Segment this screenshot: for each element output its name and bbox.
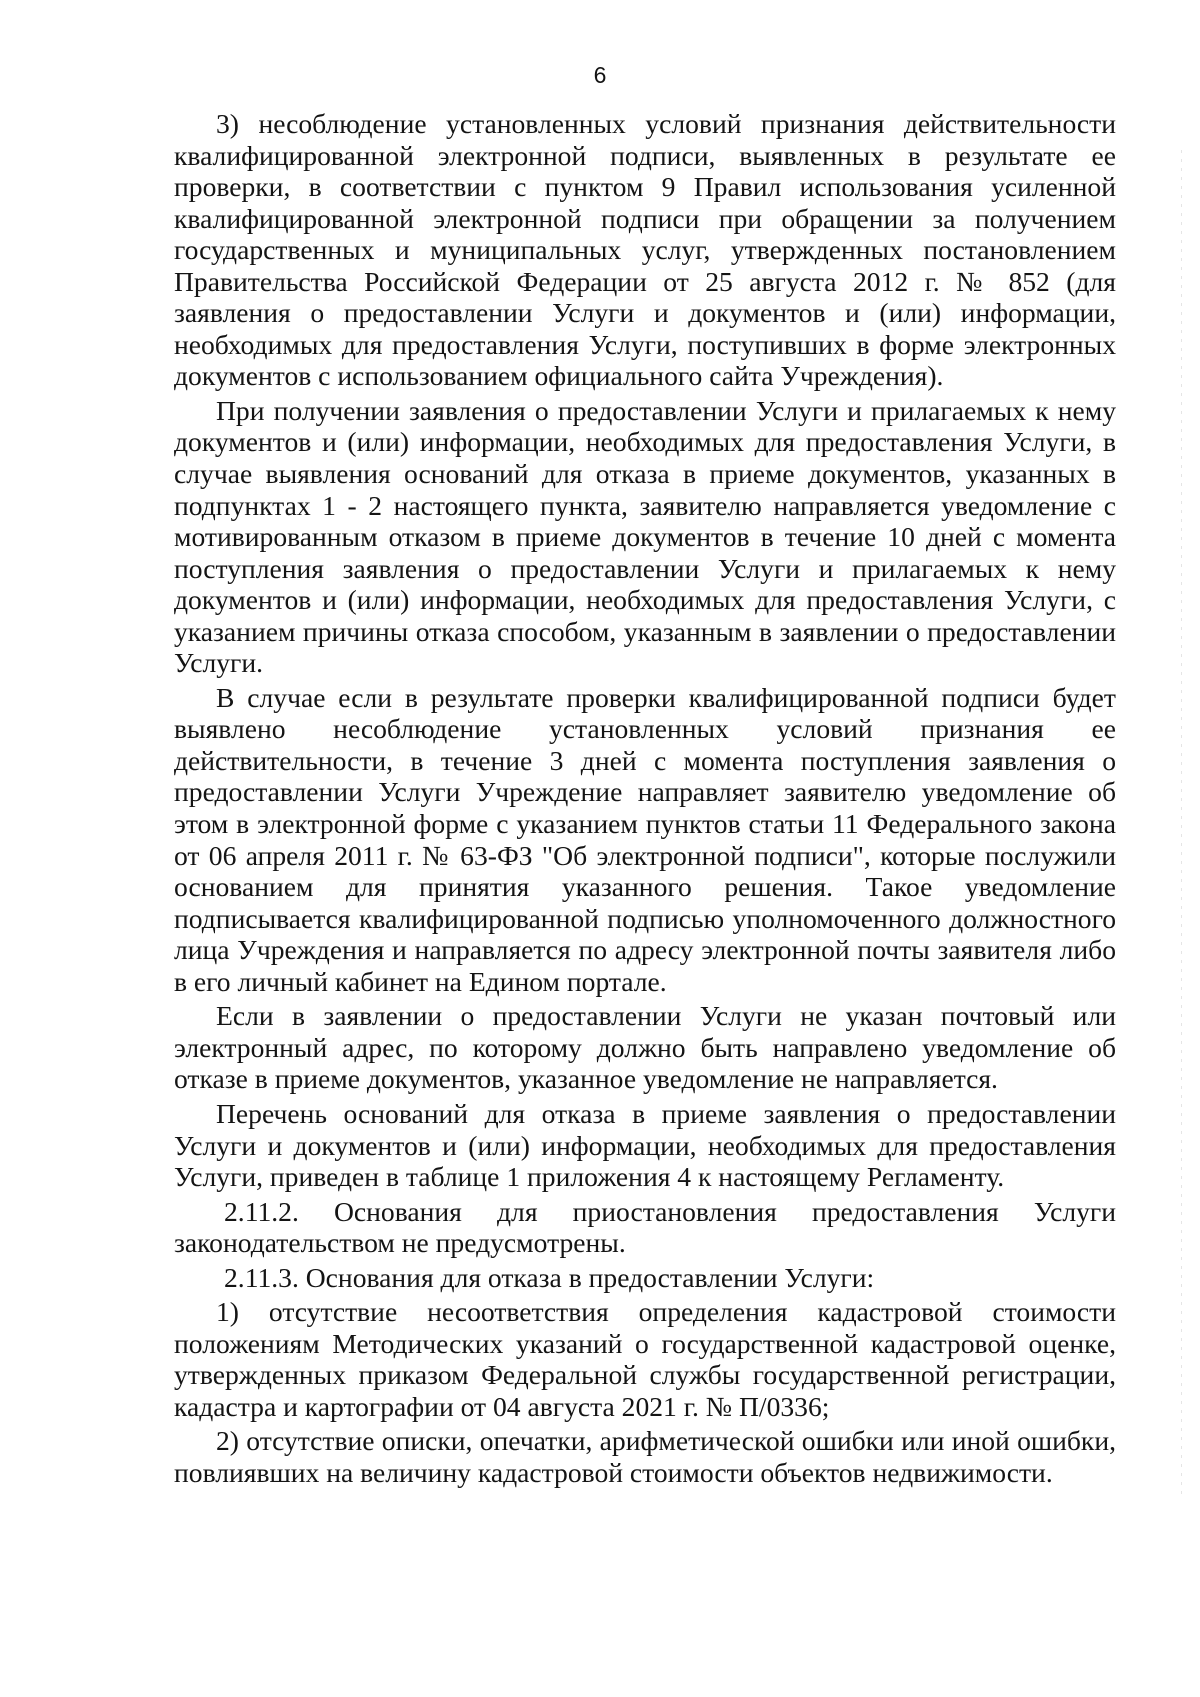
refusal-ground-item-1: 1) отсутствие несоответствия определения кадастровой стоимости положениям Методических указаний о государственной кадастровой оценке, утвержденных приказом Федеральной службы государственной регистрации, кадастра и картографии от 04 августа 2021 г. № П/0336; xyxy=(174,1296,1116,1422)
page-number: 6 xyxy=(593,62,607,88)
refusal-ground-item-2: 2) отсутствие описки, опечатки, арифметической ошибки или иной ошибки, повлиявших на величину кадастровой стоимости объектов недвижимости. xyxy=(174,1425,1116,1488)
paragraph-refusal-notice: При получении заявления о предоставлении Услуги и прилагаемых к нему документов и (или) информации, необходимых для предоставления Услуги, в случае выявления оснований для отказа в приеме документов, указанных в подпунктах 1 - 2 настоящего пункта, заявителю направляется уведомление с мотивированным отказом в приеме документов в течение 10 дней с момента поступления заявления о предоставлении Услуги и прилагаемых к нему документов и (или) информации, необходимых для предоставления Услуги, с указанием причины отказа способом, указанным в заявлении о предоставлении Услуги. xyxy=(174,394,1116,679)
section-2-11-3-heading: 2.11.3. Основания для отказа в предоставлении Услуги: xyxy=(224,1261,875,1293)
paragraph-item-3-ground: 3) несоблюдение установленных условий признания действительности квалифицированной электронной подписи, выявленных в результате ее проверки, в соответствии с пунктом 9 Правил использования усиленной квалифицированной электронной подписи при обращении за получением государственных и муниципальных услуг, утвержденных постановлением Правительства Российской Федерации от 25 августа 2012 г. № 852 (для заявления о предоставлении Услуги и документов и (или) информации, необходимых для предоставления Услуги, поступивших в форме электронных документов с использованием официального сайта Учреждения). xyxy=(174,108,1116,392)
document-body xyxy=(174,108,1116,1492)
paragraph-signature-check: В случае если в результате проверки квалифицированной подписи будет выявлено несоблюдение установленных условий признания ее действительности, в течение 3 дней с момента поступления заявления о предоставлении Услуги Учреждение направляет заявителю уведомление об этом в электронной форме с указанием пунктов статьи 11 Федерального закона от 06 апреля 2011 г. № 63-ФЗ "Об электронной подписи", которые послужили основанием для принятия указанного решения. Такое уведомление подписывается квалифицированной подписью уполномоченного должностного лица Учреждения и направляется по адресу электронной почты заявителя либо в его личный кабинет на Едином портале. xyxy=(174,681,1116,997)
scan-edge-mark xyxy=(1181,150,1182,1500)
paragraph-grounds-list-reference: Перечень оснований для отказа в приеме заявления о предоставлении Услуги и документов и (или) информации, необходимых для предоставления Услуги, приведен в таблице 1 приложения 4 к настоящему Регламенту. xyxy=(174,1097,1116,1193)
section-2-11-2: 2.11.2. Основания для приостановления предоставления Услуги законодательством не предусмотрены. xyxy=(174,1195,1116,1259)
paragraph-no-address: Если в заявлении о предоставлении Услуги не указан почтовый или электронный адрес, по которому должно быть направлено уведомление об отказе в приеме документов, указанное уведомление не направляется. xyxy=(174,1000,1116,1095)
